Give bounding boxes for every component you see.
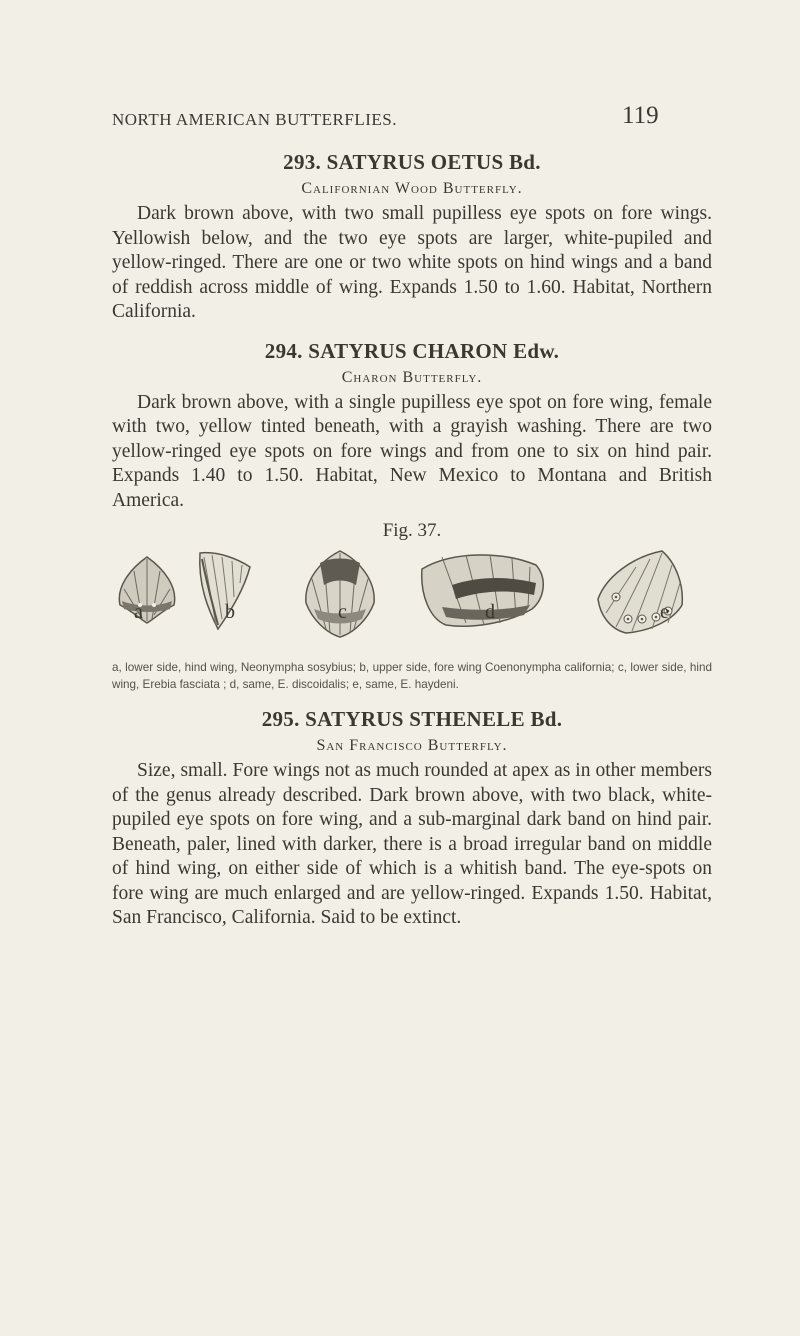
species-entry-295: [112, 705, 712, 931]
species-entry-293: [112, 148, 712, 325]
figure-label-b: b: [225, 601, 235, 623]
section-title: 294. SATYRUS CHARON Edw.: [264, 338, 560, 363]
paragraph: Dark brown above, with a single pupilless eye spot on fore wing, female with two, yellow tinted beneath, with a grayish washing. There are two yellow-ringed eye spots on fore wings and from one to six on hind pair. Expands 1.40 to 1.50. Habitat, New Mexico to Montana and British America.: [112, 391, 712, 511]
section-text: [112, 202, 712, 325]
wing-illustration-b: [188, 549, 256, 635]
section-title: 295. SATYRUS STHENELE Bd.: [261, 707, 563, 731]
species-entry-294: [112, 337, 712, 514]
section-title: 293. SATYRUS OETUS Bd.: [283, 150, 541, 174]
page-header: [0, 102, 800, 138]
figure-label-e: e: [660, 601, 669, 623]
common-name: Charon Butterfly.: [341, 368, 483, 386]
figure-title: Fig. 37.: [382, 520, 442, 541]
wing-illustration-c: [300, 549, 380, 639]
page-content: [112, 148, 712, 931]
figure-caption: a, lower side, hind wing, Neonympha sosybius; b, upper side, fore wing Coenonympha california; c, lower side, hind wing, Erebia fasciata ; d, same, E. discoidalis; e, same, E. haydeni.: [112, 661, 712, 691]
section-text: [112, 391, 712, 514]
wing-illustration-a: [112, 549, 182, 629]
wing-illustration-d: [412, 549, 552, 631]
page-number: 119: [622, 102, 659, 129]
section-text: [112, 759, 712, 931]
paragraph: Dark brown above, with two small pupilless eye spots on fore wings. Yellowish below, and the two eye spots are larger, white-pupiled and yellow-ringed. There are one or two white spots on hind wings and a band of reddish across middle of wing. Expands 1.50 to 1.60. Habitat, Northern California.: [112, 203, 712, 322]
common-name: Californian Wood Butterfly.: [301, 180, 523, 197]
common-name: San Francisco Butterfly.: [316, 737, 508, 754]
wing-illustration-e: [592, 549, 688, 637]
figure-label-d: d: [485, 601, 495, 623]
figure-label-a: a: [134, 601, 143, 623]
running-head: NORTH AMERICAN BUTTERFLIES.: [112, 110, 397, 129]
figure-37: [112, 519, 712, 655]
figure-label-c: c: [338, 601, 347, 623]
paragraph: Size, small. Fore wings not as much rounded at apex as in other members of the genus already described. Dark brown above, with two black, white-pupiled eye spots on fore wing, and a sub-marginal dark band on hind pair. Beneath, paler, lined with darker, there is a broad irregular band on middle of hind wing, on either side of which is a whitish band. The eye-spots on fore wing are much enlarged and are yellow-ringed. Expands 1.50. Habitat, San Francisco, California. Said to be extinct.: [112, 760, 712, 928]
figure-specimens: [112, 549, 712, 629]
